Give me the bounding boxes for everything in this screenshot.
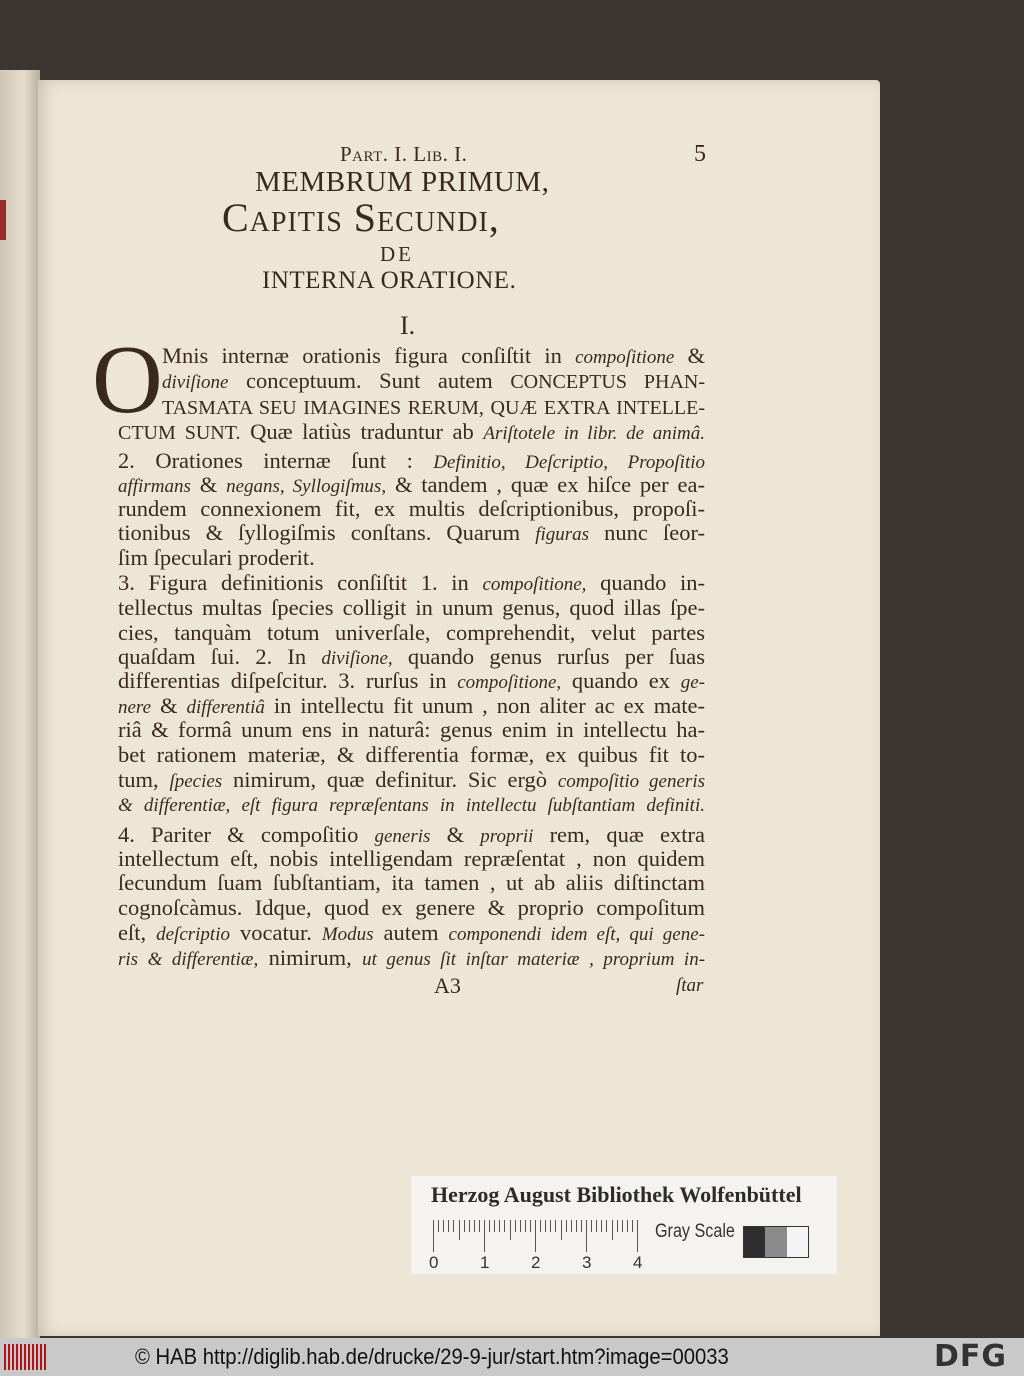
- text-run: tellectus multas ſpecies colligit in unum genus, quod illas ſpe-: [118, 595, 705, 620]
- italic-text: Modus: [321, 924, 374, 945]
- ruler-tick: [617, 1220, 618, 1232]
- italic-text: componendi idem eſt, qui gene-: [448, 924, 705, 945]
- text-line: [118, 472, 705, 499]
- italic-text: diviſione,: [321, 648, 393, 669]
- text-line: [118, 644, 705, 671]
- footer-bar: [0, 1338, 1024, 1376]
- text-line: [118, 791, 705, 818]
- copyright-link[interactable]: © HAB http://diglib.hab.de/drucke/29-9-jur/start.htm?image=00033: [135, 1344, 729, 1369]
- text-line: [118, 767, 705, 794]
- italic-text: & differentiæ, eſt figura repræſentans in intellectu ſubſtantiam definiti.: [118, 795, 705, 816]
- ruler-tick: [510, 1220, 511, 1240]
- text-run: Mnis internæ orationis figura conſiſtit in: [162, 343, 576, 368]
- text-run: &: [190, 472, 227, 497]
- text-line: [118, 668, 705, 695]
- color-scale-card: [411, 1176, 837, 1274]
- text-run: quaſdam ſui. 2. In: [118, 644, 322, 669]
- gray-swatch: [744, 1227, 765, 1257]
- ruler-tick: [561, 1220, 562, 1240]
- text-run: intellectum eſt, nobis intelligendam repræſentat , non quidem: [118, 846, 705, 871]
- ruler-tick: [550, 1220, 551, 1232]
- text-run: eſt,: [118, 920, 157, 945]
- italic-text: ge-: [680, 672, 706, 693]
- ruler-tick: [443, 1220, 444, 1232]
- text-line: [118, 717, 705, 742]
- text-run: bet rationem materiæ, & differentia formæ, ex quibus fit to-: [118, 742, 705, 767]
- ruler-tick: [555, 1220, 556, 1232]
- text-run: & tandem , quæ ex hiſce per ea-: [386, 472, 705, 497]
- catchword: ſtar: [676, 975, 704, 996]
- ruler-tick: [453, 1220, 454, 1232]
- text-run: quando genus rurſus per ſuas: [392, 644, 705, 669]
- text-run: tionibus & ſyllogiſmis conſtans. Quarum: [118, 520, 536, 545]
- text-run: riâ & formâ unum ens in naturâ: genus enim in intellectu ha-: [118, 717, 705, 742]
- signature-mark: A3: [434, 973, 461, 998]
- ruler-tick: [464, 1220, 465, 1232]
- ruler-label: 1: [480, 1253, 490, 1272]
- italic-text: compoſitio generis: [557, 771, 705, 792]
- heading-membrum: MEMBRUM PRIMUM,: [255, 166, 550, 198]
- ruler-tick: [474, 1220, 475, 1232]
- ruler-tick: [581, 1220, 582, 1232]
- italic-text: ſpecies: [169, 771, 223, 792]
- text-run: autem: [373, 920, 449, 945]
- ruler-tick: [530, 1220, 531, 1232]
- ruler-tick: [627, 1220, 628, 1232]
- ruler-tick: [504, 1220, 505, 1232]
- text-run: vocatur.: [230, 920, 322, 945]
- hab-logo-icon: [4, 1344, 48, 1370]
- heading-capitis: Capitis Secundi,: [222, 195, 500, 240]
- ruler-tick: [494, 1220, 495, 1232]
- text-line: [118, 742, 705, 767]
- ruler-tick: [484, 1220, 485, 1252]
- italic-text: generis: [374, 826, 431, 847]
- italic-text: Definitio, Deſcriptio, Propoſitio: [433, 452, 706, 473]
- ruler-tick: [469, 1220, 470, 1232]
- ruler-label: 0: [429, 1253, 439, 1272]
- ruler-tick: [606, 1220, 607, 1232]
- ruler-tick: [520, 1220, 521, 1232]
- italic-text: deſcriptio: [156, 924, 230, 945]
- ruler-label: 4: [633, 1253, 643, 1272]
- text-run: &: [674, 343, 705, 368]
- italic-text: compoſitione,: [482, 574, 587, 595]
- page-number: 5: [694, 141, 706, 167]
- ruler-tick: [479, 1220, 480, 1232]
- ruler-tick: [612, 1220, 613, 1240]
- gray-scale-swatch: [743, 1226, 809, 1258]
- ruler-tick: [576, 1220, 577, 1232]
- text-line: [118, 920, 705, 947]
- text-line: [162, 368, 705, 395]
- italic-text: ris & differentiæ,: [118, 949, 259, 970]
- ruler-tick: [489, 1220, 490, 1232]
- italic-text: diviſione: [162, 372, 229, 393]
- italic-text: differentiâ: [186, 697, 265, 718]
- ruler-tick: [448, 1220, 449, 1232]
- text-line: [162, 394, 705, 421]
- running-head: Part. I. Lib. I.: [340, 142, 468, 166]
- small-caps-text: TASMATA SEU IMAGINES RERUM, QUÆ EXTRA INTELLE-: [162, 397, 705, 419]
- text-line: [118, 693, 705, 720]
- drop-cap: O: [92, 326, 163, 434]
- text-run: nunc ſeor-: [589, 520, 705, 545]
- text-run: in intellectu fit unum , non aliter ac ex mate-: [264, 693, 705, 718]
- small-caps-text: CTUM SUNT.: [118, 422, 241, 444]
- text-run: &: [151, 693, 187, 718]
- text-run: conceptuum. Sunt autem: [228, 368, 511, 393]
- text-line: [118, 822, 705, 849]
- text-run: nimirum, quæ definitur. Sic ergò: [222, 767, 558, 792]
- text-run: cognoſcàmus. Idque, quod ex genere & proprio compoſitum: [118, 895, 705, 920]
- ruler-tick: [571, 1220, 572, 1232]
- heading-de: DE: [380, 242, 414, 266]
- ruler-tick: [515, 1220, 516, 1232]
- text-line: [118, 846, 705, 871]
- text-line: [118, 870, 705, 895]
- italic-text: Ariſtotele in libr. de animâ.: [483, 423, 705, 444]
- text-line: [118, 620, 705, 645]
- text-run: ſim ſpeculari proderit.: [118, 545, 315, 570]
- text-run: rem, quæ extra: [533, 822, 705, 847]
- ruler-tick: [637, 1220, 638, 1252]
- page-marker: [0, 200, 6, 240]
- italic-text: affirmans: [118, 476, 191, 497]
- ruler-tick: [591, 1220, 592, 1232]
- italic-text: ut genus ſit inſtar materiæ , proprium in-: [362, 949, 706, 970]
- gray-scale-label: Gray Scale: [655, 1221, 735, 1242]
- ruler-tick: [525, 1220, 526, 1232]
- section-number: I.: [400, 311, 416, 340]
- small-caps-text: CONCEPTUS PHAN-: [510, 371, 705, 393]
- text-run: &: [430, 822, 481, 847]
- text-run: tum,: [118, 767, 170, 792]
- ruler-tick: [438, 1220, 439, 1232]
- ruler-tick: [596, 1220, 597, 1232]
- text-run: quando in-: [586, 570, 705, 595]
- gray-swatch: [765, 1227, 786, 1257]
- ruler-tick: [545, 1220, 546, 1232]
- text-line: [118, 545, 705, 570]
- ruler-tick: [586, 1220, 587, 1252]
- ruler-tick: [601, 1220, 602, 1232]
- adjacent-page-edge: [0, 70, 40, 1340]
- ruler-tick: [540, 1220, 541, 1232]
- text-line: [118, 448, 705, 475]
- italic-text: compoſitione,: [457, 672, 562, 693]
- text-line: [118, 419, 705, 446]
- text-line: [162, 343, 705, 370]
- italic-text: figuras: [535, 524, 590, 545]
- ruler-tick: [566, 1220, 567, 1232]
- text-run: 3. Figura definitionis conſiſtit 1. in: [118, 570, 483, 595]
- text-run: differentias diſpeſcitur. 3. rurſus in: [118, 668, 458, 693]
- text-run: 4. Pariter & compoſitio: [118, 822, 375, 847]
- ruler-tick: [622, 1220, 623, 1232]
- italic-text: proprii: [480, 826, 534, 847]
- text-line: [118, 595, 705, 620]
- ruler-tick: [499, 1220, 500, 1232]
- library-name: Herzog August Bibliothek Wolfenbüttel: [431, 1182, 802, 1207]
- italic-text: compoſitione: [575, 347, 675, 368]
- text-run: Quæ latiùs traduntur ab: [240, 419, 484, 444]
- ruler: [433, 1220, 639, 1254]
- text-line: [118, 520, 705, 547]
- dfg-logo: DFG: [934, 1339, 1008, 1374]
- text-line: [118, 496, 705, 521]
- italic-text: negans, Syllogiſmus,: [226, 476, 387, 497]
- text-run: nimirum,: [258, 945, 363, 970]
- text-run: ſecundum ſuam ſubſtantiam, ita tamen , ut ab aliis diſtinctam: [118, 870, 705, 895]
- ruler-label: 3: [582, 1253, 592, 1272]
- text-run: 2. Orationes internæ ſunt :: [118, 448, 434, 473]
- gray-swatch: [787, 1227, 808, 1257]
- ruler-label: 2: [531, 1253, 541, 1272]
- text-line: [118, 895, 705, 920]
- text-run: cies, tanquàm totum univerſale, comprehendit, velut partes: [118, 620, 705, 645]
- ruler-tick: [459, 1220, 460, 1240]
- ruler-tick: [433, 1220, 434, 1252]
- ruler-tick: [535, 1220, 536, 1252]
- heading-interna: INTERNA ORATIONE.: [262, 267, 517, 294]
- italic-text: nere: [118, 697, 152, 718]
- text-line: [118, 570, 705, 597]
- text-run: quando ex: [561, 668, 681, 693]
- text-run: rundem connexionem fit, ex multis deſcriptionibus, propoſi-: [118, 496, 705, 521]
- ruler-tick: [632, 1220, 633, 1232]
- text-line: [118, 945, 705, 972]
